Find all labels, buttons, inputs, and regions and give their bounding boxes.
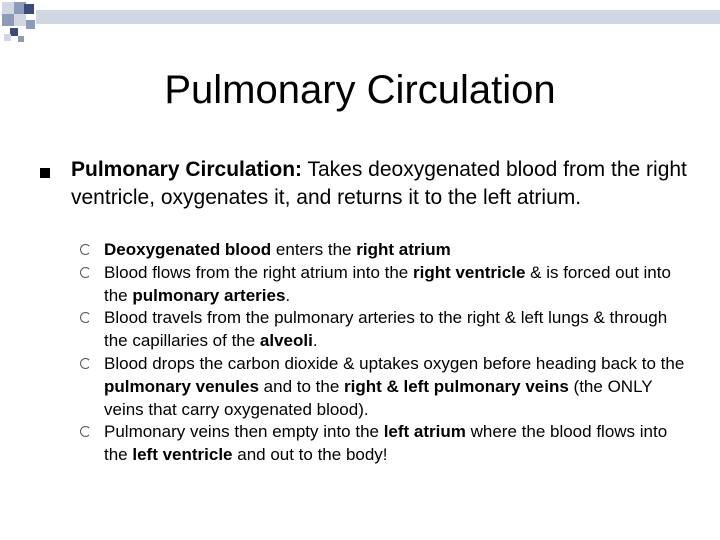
bold-term: right & left pulmonary veins [344,376,569,396]
sub-point-text: and to the [258,376,345,396]
sub-point-text: Blood travels from the pulmonary arteries to the right & left lungs & through the capillaries of the [104,308,668,351]
sub-point-text: (the ONLY veins that carry oxygenated blood). [104,376,653,419]
deco-square [26,20,35,29]
bold-term: alveoli [259,331,313,351]
sub-point-text: . [285,285,291,305]
sub-point-text: where the blood flows into the [104,422,668,465]
deco-square [14,14,26,26]
hollow-bullet-icon [80,267,91,278]
bold-term: left ventricle [132,445,233,465]
deco-square [10,28,18,36]
sub-point-text: Blood drops the carbon dioxide & uptakes oxygen before heading back to the [104,353,685,373]
main-point [71,156,691,212]
sub-point [80,353,690,421]
deco-square [4,34,11,41]
sub-point [80,307,690,353]
sub-point [80,262,690,308]
sub-point-text: enters the [271,240,357,259]
deco-square [24,4,34,14]
bold-term: Deoxygenated blood [104,240,272,259]
main-point-term: Pulmonary Circulation: [71,158,303,181]
bold-term: right ventricle [412,262,526,282]
sub-point [80,421,690,467]
sub-point [80,239,690,262]
bold-term: pulmonary venules [104,376,259,396]
deco-square [2,14,14,26]
bold-term: pulmonary arteries [132,285,286,305]
sub-point-text: Blood flows from the right atrium into the [104,262,413,282]
header-bar [36,10,720,24]
slide-title: Pulmonary Circulation [164,68,556,112]
sub-point-text: and out to the body! [232,445,388,465]
main-point-definition: Takes deoxygenated blood from the right ventricle, oxygenates it, and returns it to the left atrium. [71,158,687,209]
bold-term: left atrium [383,422,466,442]
sub-point-text: & is forced out into the [104,262,671,305]
sub-point-text: . [312,331,318,351]
hollow-bullet-icon [80,312,91,323]
hollow-bullet-icon [80,358,91,369]
bold-term: right atrium [356,240,451,259]
hollow-bullet-icon [80,244,91,255]
square-bullet-icon [40,168,50,178]
sub-point-text: Pulmonary veins then empty into the [104,422,384,442]
sub-point-list [80,239,690,467]
hollow-bullet-icon [80,426,91,437]
deco-square [18,36,24,42]
deco-square [2,2,14,14]
